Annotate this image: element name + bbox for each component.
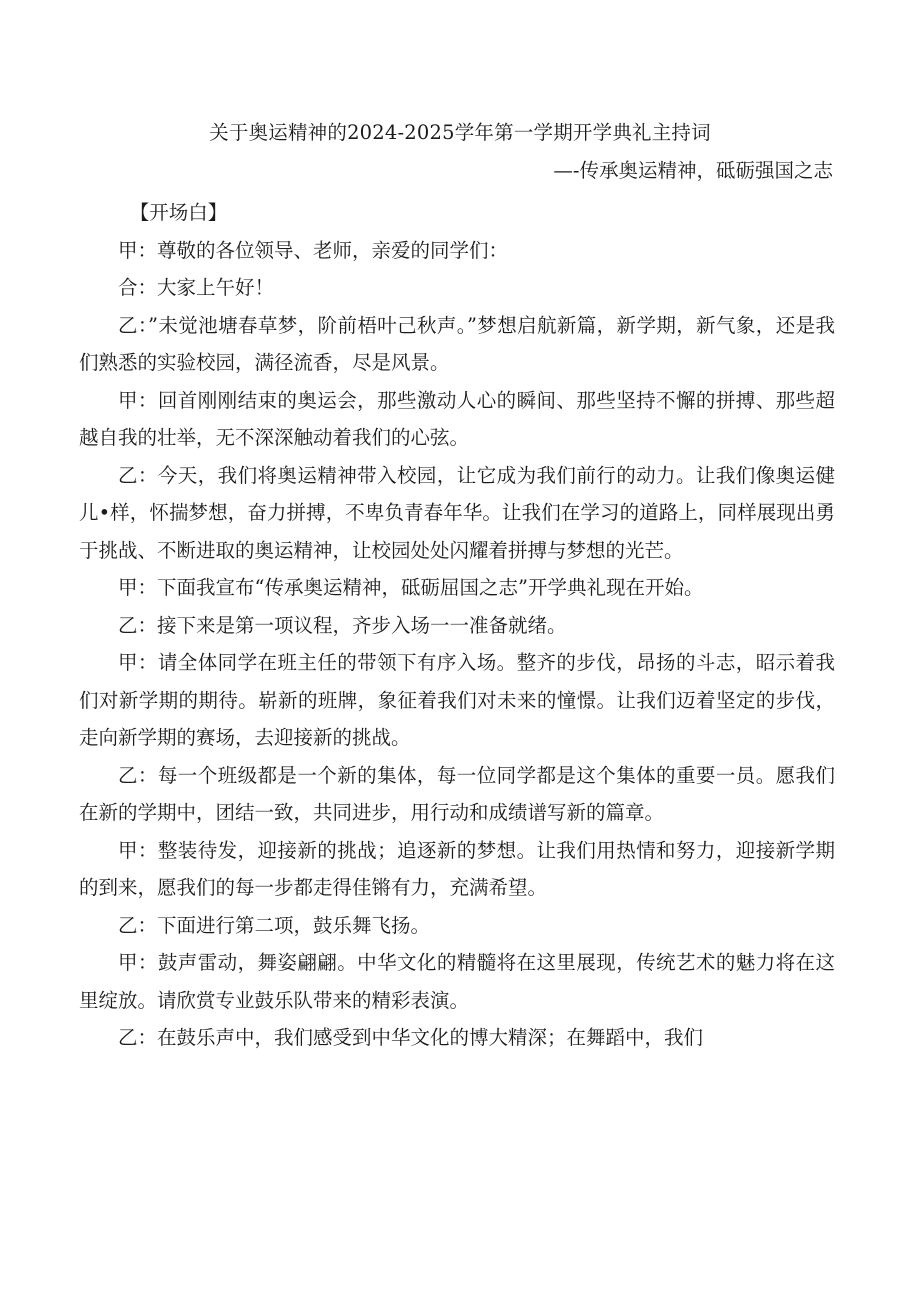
- paragraph: 乙：”未觉池塘春草梦，阶前梧叶己秋声。”梦想启航新篇，新学期，新气象，还是我们熟悉的实验校园，满径流香，尽是风景。: [79, 313, 835, 374]
- section-heading: 【开场白】: [129, 201, 228, 224]
- document-subtitle: —-传承奥运精神，砥砺强国之志: [553, 159, 833, 182]
- paragraph: 乙：每一个班级都是一个新的集体，每一位同学都是这个集体的重要一员。愿我们在新的学期中，团结一致，共同进步，用行动和成绩谱写新的篇章。: [79, 763, 835, 824]
- document-body: [79, 194, 835, 1057]
- paragraph: 甲：鼓声雷动，舞姿翩翩。中华文化的精髓将在这里展现，传统艺术的魅力将在这里绽放。请欣赏专业鼓乐队带来的精彩表演。: [79, 951, 835, 1012]
- paragraph: 甲：请全体同学在班主任的带领下有序入场。整齐的步伐，昂扬的斗志，昭示着我们对新学期的期待。崭新的班牌，象征着我们对未来的憧憬。让我们迈着坚定的步伐，走向新学期的赛场，去迎接新的挑战。: [79, 651, 835, 749]
- paragraph: 甲：回首刚刚结束的奥运会，那些激动人心的瞬间、那些坚持不懈的拼搏、那些超越自我的壮举，无不深深触动着我们的心弦。: [79, 388, 835, 449]
- paragraph: 合：大家上午好！: [118, 276, 275, 299]
- paragraph: 乙：在鼓乐声中，我们感受到中华文化的博大精深；在舞蹈中，我们: [118, 1026, 704, 1049]
- paragraph: 乙：下面进行第二项，鼓乐舞飞扬。: [118, 913, 431, 937]
- document-title: 关于奥运精神的2024-2025学年第一学期开学典礼主持词: [209, 121, 711, 144]
- paragraph: 乙：今天，我们将奥运精神带入校园，让它成为我们前行的动力。让我们像奥运健儿•样，怀揣梦想，奋力拼搏，不卑负青春年华。让我们在学习的道路上，同样展现出勇于挑战、不断进取的奥运精神，让校园处处闪耀着拼搏与梦想的光芒。: [79, 463, 835, 562]
- paragraph: 甲：整装待发，迎接新的挑战；追逐新的梦想。让我们用热情和努力，迎接新学期的到来，愿我们的每一步都走得佳锵有力，充满希望。: [79, 838, 835, 899]
- paragraph: 甲：下面我宣布“传承奥运精神，砥砺屈国之志”开学典礼现在开始。: [118, 576, 704, 599]
- paragraph: 甲：尊敬的各位领导、老师，亲爱的同学们：: [118, 238, 509, 262]
- paragraph: 乙：接下来是第一项议程，齐步入场一一准备就绪。: [118, 613, 567, 637]
